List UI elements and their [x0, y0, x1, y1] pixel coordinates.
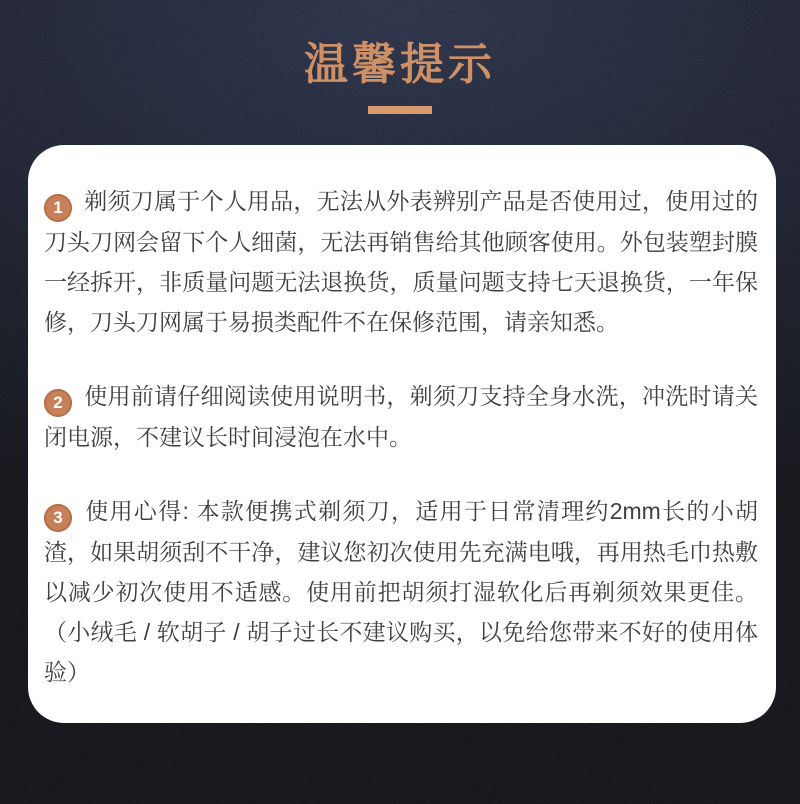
- tip-number-badge: 1: [44, 194, 72, 222]
- title-underline: [368, 106, 432, 114]
- tip-number-badge: 3: [44, 504, 72, 532]
- tip-text: 剃须刀属于个人用品，无法从外表辨别产品是否使用过，使用过的刀头刀网会留下个人细菌，无法再销售给其他顾客使用。外包装塑封膜一经拆开，非质量问题无法退换货，质量问题支持七天退换货，一年保修，刀头刀网属于易损类配件不在保修范围，请亲知悉。: [44, 188, 758, 335]
- tip-item: [44, 376, 758, 457]
- tip-item: [44, 181, 758, 342]
- tip-text: 使用前请仔细阅读使用说明书，剃须刀支持全身水洗，冲洗时请关闭电源，不建议长时间浸泡在水中。: [44, 383, 758, 450]
- header: [0, 42, 800, 114]
- tips-card: [28, 145, 776, 723]
- tip-number-badge: 2: [44, 389, 72, 417]
- page-title: 温馨提示: [304, 40, 496, 89]
- tip-text: 使用心得: 本款便携式剃须刀，适用于日常清理约2mm长的小胡渣，如果胡须刮不干净，建议您初次使用先充满电哦，再用热毛巾热敷以减少初次使用不适感。使用前把胡须打湿软化后再剃须效果更佳。（小绒毛 / 软胡子 / 胡子过长不建议购买，以免给您带来不好的使用体验）: [44, 498, 758, 685]
- tip-item: [44, 491, 758, 692]
